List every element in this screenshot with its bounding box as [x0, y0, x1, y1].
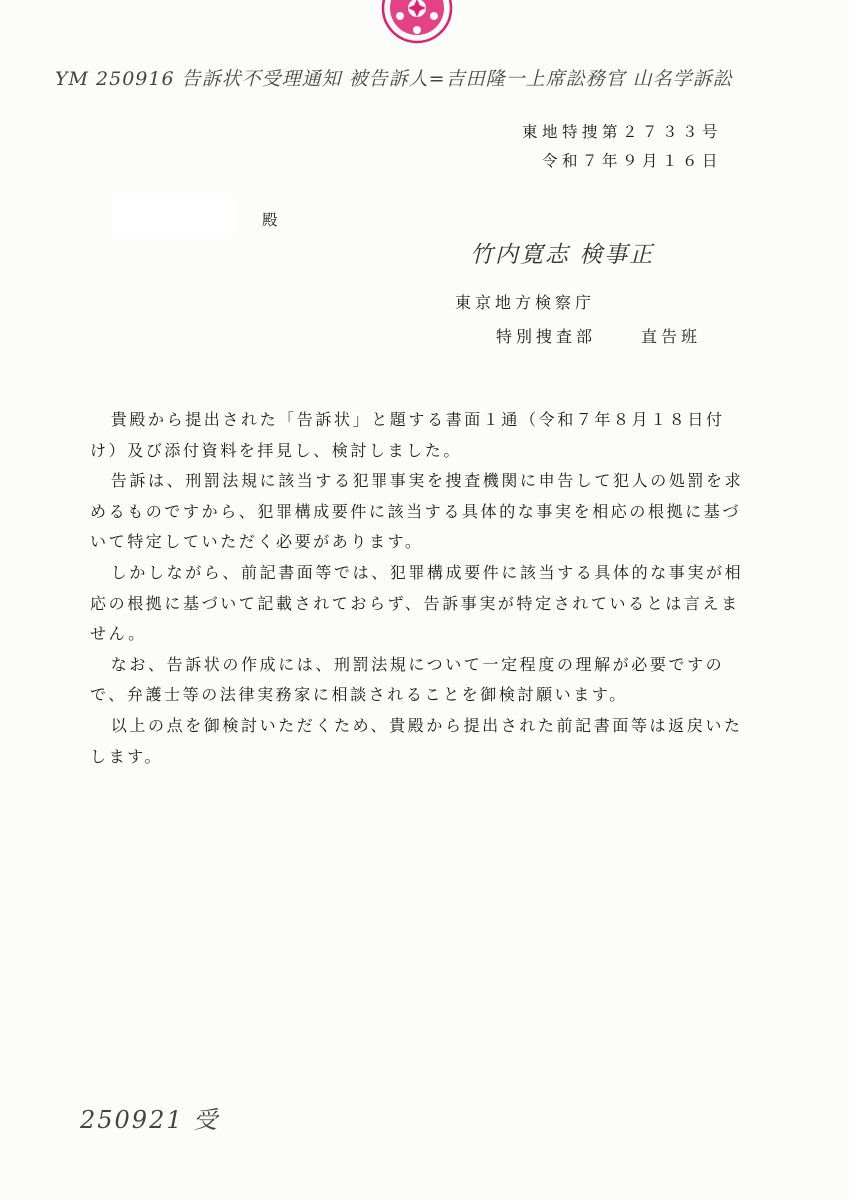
- received-date-note: 250921 受: [80, 1106, 220, 1134]
- issuer-team: 直告班: [641, 327, 702, 346]
- letter-body: [90, 405, 750, 772]
- body-paragraph: しかしながら、前記書面等では、犯罪構成要件に該当する具体的な事実が相応の根拠に基づいて記載されておらず、告訴事実が特定されているとは言えません。: [90, 562, 744, 644]
- body-paragraph: 告訴は、刑罰法規に該当する犯罪事実を捜査機関に申告して犯人の処罰を求めるものですから、犯罪構成要件に該当する具体的な事実を相応の根拠に基づいて特定していただく必要があります。: [90, 471, 744, 552]
- handwritten-signature: 竹内寛志 検事正: [470, 242, 655, 268]
- body-paragraph: 以上の点を御検討いただくため、貴殿から提出された前記書面等は返戻いたします。: [90, 715, 743, 766]
- document-number: 東地特捜第２７３３号: [521, 123, 722, 141]
- issuer-department: 特別捜査部: [496, 327, 597, 346]
- handwritten-annotation: YM 250916 告訴状不受理通知 被告訴人=吉田隆一上席訟務官 山名学訴訟: [55, 68, 733, 90]
- recipient-honorific: 殿: [262, 211, 278, 229]
- document-date: 令和７年９月１６日: [541, 152, 722, 170]
- issuer-office: 東京地方検察庁: [455, 293, 596, 312]
- office-seal-icon: [378, 0, 456, 48]
- body-paragraph: 貴殿から提出された「告訴状」と題する書面１通（令和７年８月１８日付け）及び添付資料を拝見し、検討しました。: [90, 410, 725, 460]
- redacted-recipient-name: [112, 198, 234, 234]
- body-paragraph: なお、告訴状の作成には、刑罰法規について一定程度の理解が必要ですので、弁護士等の法律実務家に相談されることを御検討願います。: [90, 654, 725, 705]
